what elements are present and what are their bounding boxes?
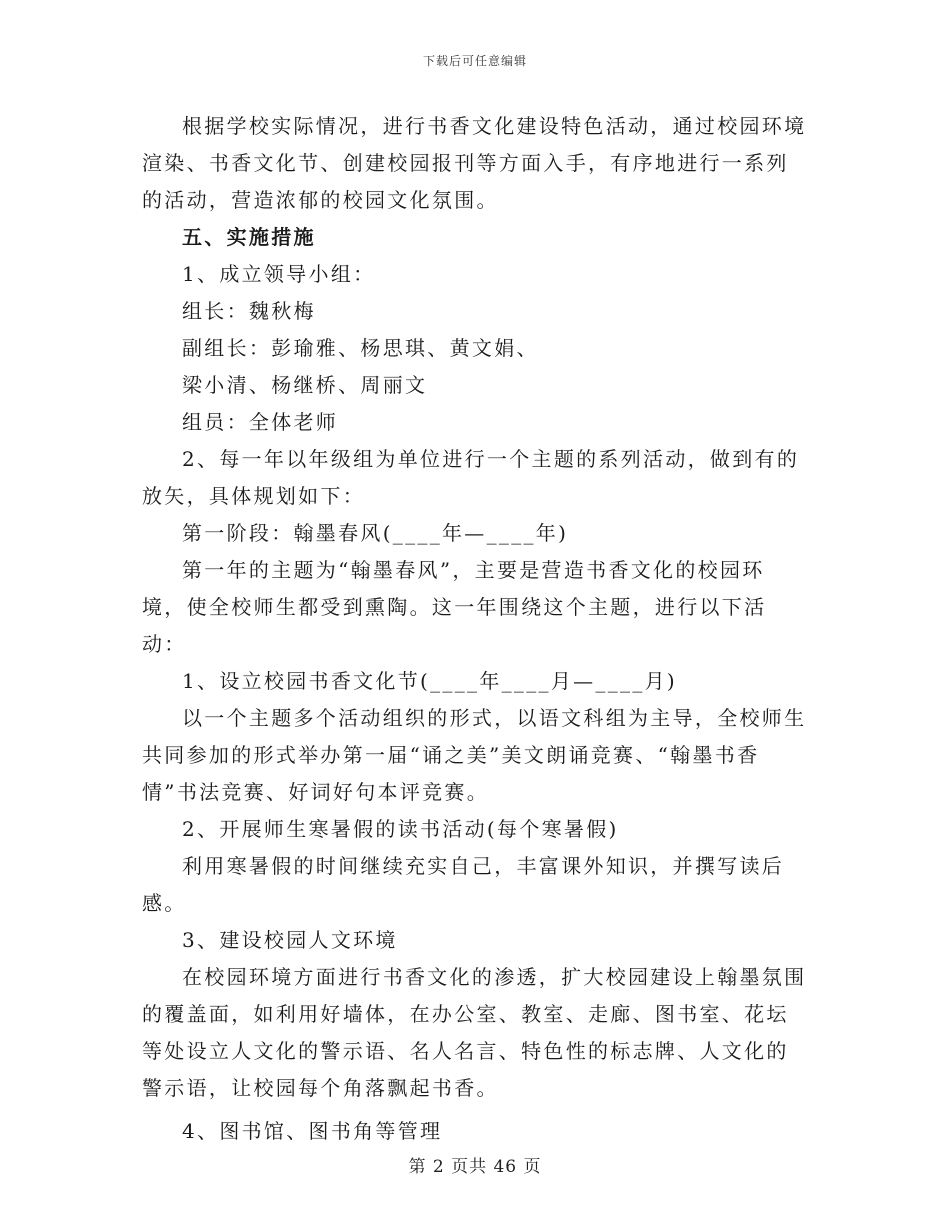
deputy-leaders: 副组长：彭瑜雅、杨思琪、黄文娟、 [182, 336, 539, 360]
item-yearly-theme: 2、每一年以年级组为单位进行一个主题的系列活动，做到有的放矢，具体规划如下： [142, 447, 800, 508]
group-leader: 组长：魏秋梅 [182, 299, 316, 323]
activity-holiday-reading-detail: 利用寒暑假的时间继续充实自己，丰富课外知识，并撰写读后感。 [142, 854, 785, 915]
activity-culture-festival: 1、设立校园书香文化节(____年____月—____月) [182, 669, 678, 693]
paragraph-intro: 根据学校实际情况，进行书香文化建设特色活动，通过校园环境渲染、书香文化节、创建校园报刊等方面入手，有序地进行一系列的活动，营造浓郁的校园文化氛围。 [142, 114, 807, 212]
page-footer: 第 2 页共 46 页 [408, 1157, 542, 1177]
page-header: 下载后可任意编辑 [422, 54, 527, 68]
activity-library-management: 4、图书馆、图书角等管理 [182, 1119, 443, 1143]
group-members: 组员：全体老师 [182, 410, 339, 434]
stage-one-title: 第一阶段：翰墨春风(____年—____年) [182, 521, 569, 545]
section-heading-implementation: 五、实施措施 [182, 225, 316, 249]
activity-culture-festival-detail: 以一个主题多个活动组织的形式，以语文科组为主导，全校师生共同参加的形式举办第一届“诵之美”美文朗诵竞赛、“翰墨书香情”书法竞赛、好词好句本评竞赛。 [142, 706, 807, 804]
item-leadership-group: 1、成立领导小组： [182, 262, 376, 286]
activity-holiday-reading: 2、开展师生寒暑假的读书活动(每个寒暑假) [182, 817, 619, 841]
document-body [142, 108, 808, 1150]
activity-campus-environment: 3、建设校园人文环境 [182, 928, 398, 952]
activity-campus-environment-detail: 在校园环境方面进行书香文化的渗透，扩大校园建设上翰墨氛围的覆盖面，如利用好墙体，在办公室、教室、走廊、图书室、花坛等处设立人文化的警示语、名人名言、特色性的标志牌、人文化的警示语，让校园每个角落飘起书香。 [142, 965, 807, 1100]
stage-one-description: 第一年的主题为“翰墨春风”，主要是营造书香文化的校园环境，使全校师生都受到熏陶。这一年围绕这个主题，进行以下活动： [142, 558, 767, 656]
deputy-leaders-continued: 梁小清、杨继桥、周丽文 [182, 373, 428, 397]
